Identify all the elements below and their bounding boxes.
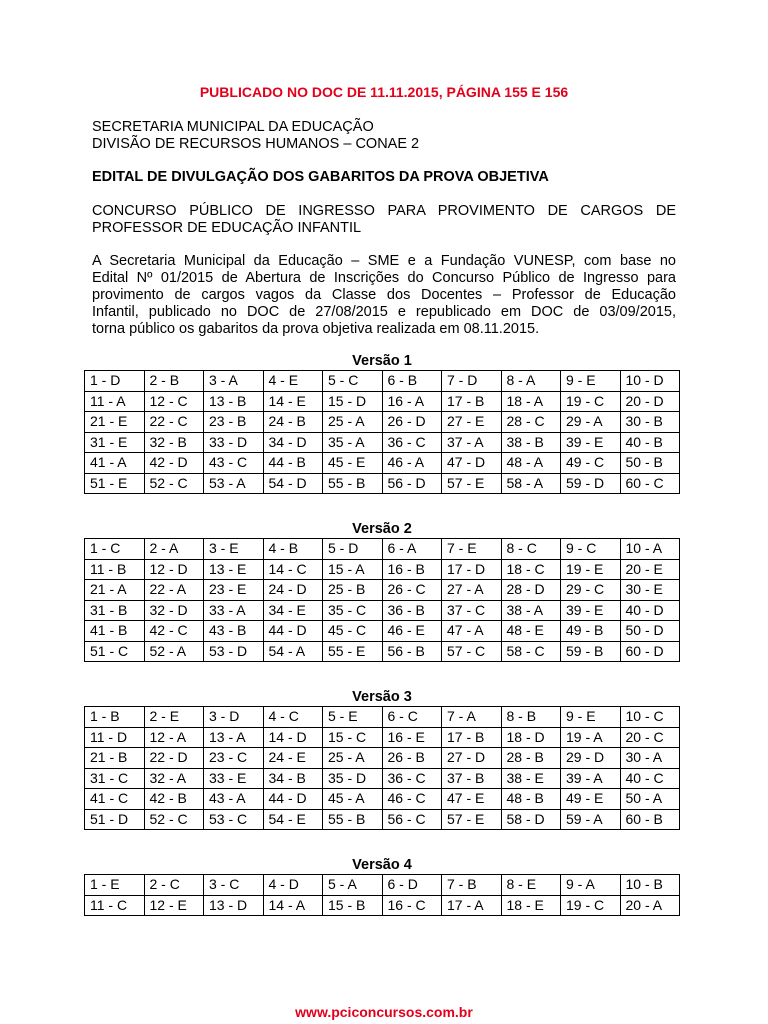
- answer-cell: 58 - D: [501, 809, 561, 830]
- organization-block: [92, 119, 419, 153]
- answer-cell: 21 - B: [85, 748, 145, 769]
- answer-cell: 55 - B: [323, 473, 383, 494]
- answer-cell: 27 - A: [442, 580, 502, 601]
- answer-cell: 4 - E: [263, 371, 323, 392]
- answer-cell: 14 - D: [263, 727, 323, 748]
- answer-cell: 2 - C: [144, 875, 204, 896]
- answer-cell: 14 - C: [263, 559, 323, 580]
- answer-cell: 51 - D: [85, 809, 145, 830]
- answer-cell: 46 - E: [382, 621, 442, 642]
- answer-cell: 47 - E: [442, 789, 502, 810]
- table-row: [85, 768, 680, 789]
- version-title: Versão 1: [352, 353, 412, 369]
- answer-cell: 6 - D: [382, 875, 442, 896]
- answer-cell: 34 - D: [263, 432, 323, 453]
- answer-table: [84, 706, 680, 830]
- answer-cell: 6 - A: [382, 539, 442, 560]
- answer-cell: 3 - A: [204, 371, 264, 392]
- answer-cell: 20 - A: [620, 895, 680, 916]
- answer-cell: 40 - C: [620, 768, 680, 789]
- answer-cell: 13 - A: [204, 727, 264, 748]
- answer-cell: 59 - B: [561, 641, 621, 662]
- table-row: [85, 432, 680, 453]
- answer-cell: 13 - B: [204, 391, 264, 412]
- answer-cell: 49 - E: [561, 789, 621, 810]
- answer-cell: 34 - E: [263, 600, 323, 621]
- answer-cell: 38 - E: [501, 768, 561, 789]
- answer-cell: 50 - D: [620, 621, 680, 642]
- version-title: Versão 3: [352, 689, 412, 705]
- answer-cell: 41 - B: [85, 621, 145, 642]
- answer-cell: 38 - B: [501, 432, 561, 453]
- answer-cell: 43 - B: [204, 621, 264, 642]
- answer-cell: 8 - E: [501, 875, 561, 896]
- answer-cell: 7 - E: [442, 539, 502, 560]
- answer-cell: 45 - A: [323, 789, 383, 810]
- answer-cell: 41 - A: [85, 453, 145, 474]
- answer-cell: 23 - C: [204, 748, 264, 769]
- answer-cell: 49 - B: [561, 621, 621, 642]
- answer-cell: 19 - C: [561, 895, 621, 916]
- answer-cell: 4 - C: [263, 707, 323, 728]
- answer-cell: 53 - C: [204, 809, 264, 830]
- answer-cell: 28 - D: [501, 580, 561, 601]
- answer-cell: 53 - A: [204, 473, 264, 494]
- table-row: [85, 809, 680, 830]
- answer-table: [84, 538, 680, 662]
- answer-cell: 24 - B: [263, 412, 323, 433]
- table-row: [85, 875, 680, 896]
- org-line-secretaria: SECRETARIA MUNICIPAL DA EDUCAÇÃO: [92, 119, 374, 135]
- answer-cell: 42 - B: [144, 789, 204, 810]
- answer-cell: 4 - B: [263, 539, 323, 560]
- answer-cell: 60 - B: [620, 809, 680, 830]
- answer-cell: 12 - D: [144, 559, 204, 580]
- table-row: [85, 621, 680, 642]
- answer-cell: 2 - B: [144, 371, 204, 392]
- answer-cell: 37 - B: [442, 768, 502, 789]
- table-row: [85, 727, 680, 748]
- answer-cell: 56 - D: [382, 473, 442, 494]
- answer-cell: 1 - C: [85, 539, 145, 560]
- table-row: [85, 453, 680, 474]
- concurso-title: [92, 203, 676, 237]
- answer-cell: 10 - C: [620, 707, 680, 728]
- table-row: [85, 412, 680, 433]
- answer-cell: 1 - D: [85, 371, 145, 392]
- answer-cell: 60 - D: [620, 641, 680, 662]
- answer-cell: 53 - D: [204, 641, 264, 662]
- answer-cell: 22 - D: [144, 748, 204, 769]
- table-row: [85, 748, 680, 769]
- answer-cell: 52 - C: [144, 809, 204, 830]
- answer-cell: 26 - C: [382, 580, 442, 601]
- answer-cell: 7 - A: [442, 707, 502, 728]
- answer-cell: 12 - C: [144, 391, 204, 412]
- answer-cell: 44 - D: [263, 621, 323, 642]
- answer-cell: 18 - A: [501, 391, 561, 412]
- answer-cell: 2 - A: [144, 539, 204, 560]
- table-row: [85, 600, 680, 621]
- answer-cell: 48 - E: [501, 621, 561, 642]
- answer-cell: 9 - E: [561, 371, 621, 392]
- answer-cell: 57 - E: [442, 809, 502, 830]
- answer-cell: 21 - E: [85, 412, 145, 433]
- answer-cell: 7 - D: [442, 371, 502, 392]
- answer-cell: 48 - A: [501, 453, 561, 474]
- answer-cell: 22 - C: [144, 412, 204, 433]
- answer-cell: 19 - C: [561, 391, 621, 412]
- answer-cell: 28 - C: [501, 412, 561, 433]
- table-row: [85, 789, 680, 810]
- answer-cell: 15 - D: [323, 391, 383, 412]
- answer-cell: 54 - A: [263, 641, 323, 662]
- answer-cell: 20 - C: [620, 727, 680, 748]
- answer-cell: 37 - C: [442, 600, 502, 621]
- answer-cell: 3 - E: [204, 539, 264, 560]
- answer-cell: 33 - D: [204, 432, 264, 453]
- table-row: [85, 391, 680, 412]
- answer-cell: 26 - D: [382, 412, 442, 433]
- answer-cell: 59 - A: [561, 809, 621, 830]
- answer-cell: 35 - D: [323, 768, 383, 789]
- answer-cell: 9 - C: [561, 539, 621, 560]
- answer-cell: 48 - B: [501, 789, 561, 810]
- answer-cell: 36 - C: [382, 768, 442, 789]
- answer-cell: 24 - D: [263, 580, 323, 601]
- answer-cell: 3 - C: [204, 875, 264, 896]
- answer-cell: 50 - B: [620, 453, 680, 474]
- table-row: [85, 371, 680, 392]
- answer-cell: 17 - D: [442, 559, 502, 580]
- table-row: [85, 895, 680, 916]
- answer-cell: 39 - A: [561, 768, 621, 789]
- answer-cell: 52 - A: [144, 641, 204, 662]
- answer-cell: 45 - C: [323, 621, 383, 642]
- answer-cell: 3 - D: [204, 707, 264, 728]
- answer-cell: 24 - E: [263, 748, 323, 769]
- answer-cell: 44 - D: [263, 789, 323, 810]
- answer-cell: 8 - B: [501, 707, 561, 728]
- answer-cell: 45 - E: [323, 453, 383, 474]
- footer-website[interactable]: www.pciconcursos.com.br: [295, 1004, 473, 1020]
- answer-cell: 54 - D: [263, 473, 323, 494]
- answer-cell: 1 - E: [85, 875, 145, 896]
- answer-cell: 10 - A: [620, 539, 680, 560]
- answer-cell: 27 - E: [442, 412, 502, 433]
- version-title: Versão 2: [352, 521, 412, 537]
- answer-cell: 39 - E: [561, 600, 621, 621]
- answer-cell: 35 - C: [323, 600, 383, 621]
- answer-cell: 19 - E: [561, 559, 621, 580]
- answer-cell: 18 - C: [501, 559, 561, 580]
- answer-cell: 30 - B: [620, 412, 680, 433]
- answer-cell: 56 - B: [382, 641, 442, 662]
- answer-cell: 11 - C: [85, 895, 145, 916]
- answer-cell: 11 - D: [85, 727, 145, 748]
- answer-cell: 8 - C: [501, 539, 561, 560]
- answer-cell: 17 - A: [442, 895, 502, 916]
- intro-line: A Secretaria Municipal da Educação – SME e a Fundação VUNESP, com base no: [92, 253, 676, 269]
- answer-cell: 36 - C: [382, 432, 442, 453]
- answer-cell: 2 - E: [144, 707, 204, 728]
- edital-title: EDITAL DE DIVULGAÇÃO DOS GABARITOS DA PROVA OBJETIVA: [92, 169, 549, 185]
- answer-cell: 37 - A: [442, 432, 502, 453]
- answer-cell: 59 - D: [561, 473, 621, 494]
- answer-cell: 31 - E: [85, 432, 145, 453]
- answer-cell: 60 - C: [620, 473, 680, 494]
- answer-cell: 33 - A: [204, 600, 264, 621]
- answer-cell: 31 - C: [85, 768, 145, 789]
- table-row: [85, 580, 680, 601]
- answer-cell: 16 - A: [382, 391, 442, 412]
- answer-cell: 25 - A: [323, 748, 383, 769]
- answer-cell: 12 - A: [144, 727, 204, 748]
- intro-paragraph: [92, 253, 676, 338]
- answer-cell: 23 - B: [204, 412, 264, 433]
- answer-cell: 42 - D: [144, 453, 204, 474]
- answer-cell: 39 - E: [561, 432, 621, 453]
- answer-cell: 18 - D: [501, 727, 561, 748]
- answer-cell: 29 - C: [561, 580, 621, 601]
- table-row: [85, 707, 680, 728]
- answer-cell: 14 - E: [263, 391, 323, 412]
- answer-cell: 58 - C: [501, 641, 561, 662]
- answer-cell: 32 - B: [144, 432, 204, 453]
- answer-cell: 44 - B: [263, 453, 323, 474]
- answer-cell: 19 - A: [561, 727, 621, 748]
- concurso-line-2: PROFESSOR DE EDUCAÇÃO INFANTIL: [92, 220, 362, 236]
- answer-cell: 16 - B: [382, 559, 442, 580]
- answer-cell: 5 - A: [323, 875, 383, 896]
- answer-cell: 57 - E: [442, 473, 502, 494]
- answer-cell: 46 - A: [382, 453, 442, 474]
- version-1-block: [84, 353, 680, 494]
- version-title: Versão 4: [352, 857, 412, 873]
- answer-cell: 10 - B: [620, 875, 680, 896]
- table-row: [85, 641, 680, 662]
- answer-cell: 34 - B: [263, 768, 323, 789]
- answer-cell: 43 - A: [204, 789, 264, 810]
- intro-line: Edital Nº 01/2015 de Abertura de Inscrições do Concurso Público de Ingresso para: [92, 270, 676, 286]
- answer-cell: 1 - B: [85, 707, 145, 728]
- answer-cell: 55 - B: [323, 809, 383, 830]
- answer-table: [84, 370, 680, 494]
- answer-cell: 30 - E: [620, 580, 680, 601]
- org-line-divisao: DIVISÃO DE RECURSOS HUMANOS – CONAE 2: [92, 136, 420, 152]
- answer-cell: 38 - A: [501, 600, 561, 621]
- intro-line: provimento de cargos vagos da Classe dos Docentes – Professor de Educação: [92, 287, 676, 303]
- answer-cell: 7 - B: [442, 875, 502, 896]
- answer-cell: 36 - B: [382, 600, 442, 621]
- intro-line: Infantil, publicado no DOC de 27/08/2015 e republicado em DOC de 03/09/2015,: [92, 304, 676, 320]
- answer-cell: 6 - C: [382, 707, 442, 728]
- answer-cell: 15 - A: [323, 559, 383, 580]
- answer-cell: 23 - E: [204, 580, 264, 601]
- answer-cell: 51 - C: [85, 641, 145, 662]
- table-row: [85, 559, 680, 580]
- answer-cell: 16 - C: [382, 895, 442, 916]
- answer-cell: 42 - C: [144, 621, 204, 642]
- answer-cell: 11 - B: [85, 559, 145, 580]
- version-2-block: [84, 521, 680, 662]
- answer-cell: 5 - E: [323, 707, 383, 728]
- publication-note: PUBLICADO NO DOC DE 11.11.2015, PÁGINA 155 E 156: [199, 84, 569, 100]
- answer-cell: 29 - A: [561, 412, 621, 433]
- answer-cell: 10 - D: [620, 371, 680, 392]
- table-row: [85, 473, 680, 494]
- answer-cell: 13 - D: [204, 895, 264, 916]
- answer-cell: 15 - C: [323, 727, 383, 748]
- answer-cell: 35 - A: [323, 432, 383, 453]
- answer-cell: 25 - B: [323, 580, 383, 601]
- answer-cell: 22 - A: [144, 580, 204, 601]
- answer-cell: 52 - C: [144, 473, 204, 494]
- answer-cell: 49 - C: [561, 453, 621, 474]
- answer-cell: 6 - B: [382, 371, 442, 392]
- answer-cell: 9 - E: [561, 707, 621, 728]
- answer-cell: 32 - D: [144, 600, 204, 621]
- answer-cell: 11 - A: [85, 391, 145, 412]
- answer-cell: 20 - E: [620, 559, 680, 580]
- table-row: [85, 539, 680, 560]
- version-4-block: [84, 857, 680, 916]
- concurso-line-1: CONCURSO PÚBLICO DE INGRESSO PARA PROVIMENTO DE CARGOS DE: [92, 203, 676, 219]
- answer-cell: 26 - B: [382, 748, 442, 769]
- answer-cell: 18 - E: [501, 895, 561, 916]
- answer-cell: 40 - B: [620, 432, 680, 453]
- answer-cell: 32 - A: [144, 768, 204, 789]
- answer-cell: 33 - E: [204, 768, 264, 789]
- answer-table: [84, 874, 680, 916]
- answer-cell: 58 - A: [501, 473, 561, 494]
- answer-cell: 15 - B: [323, 895, 383, 916]
- answer-cell: 9 - A: [561, 875, 621, 896]
- answer-cell: 40 - D: [620, 600, 680, 621]
- answer-cell: 28 - B: [501, 748, 561, 769]
- answer-cell: 51 - E: [85, 473, 145, 494]
- answer-cell: 47 - A: [442, 621, 502, 642]
- answer-cell: 41 - C: [85, 789, 145, 810]
- version-3-block: [84, 689, 680, 830]
- answer-cell: 8 - A: [501, 371, 561, 392]
- answer-cell: 5 - D: [323, 539, 383, 560]
- answer-cell: 25 - A: [323, 412, 383, 433]
- answer-cell: 14 - A: [263, 895, 323, 916]
- answer-cell: 21 - A: [85, 580, 145, 601]
- answer-cell: 13 - E: [204, 559, 264, 580]
- answer-cell: 4 - D: [263, 875, 323, 896]
- intro-line: torna público os gabaritos da prova objetiva realizada em 08.11.2015.: [92, 321, 540, 337]
- answer-cell: 5 - C: [323, 371, 383, 392]
- answer-cell: 29 - D: [561, 748, 621, 769]
- answer-cell: 56 - C: [382, 809, 442, 830]
- answer-cell: 17 - B: [442, 727, 502, 748]
- answer-cell: 47 - D: [442, 453, 502, 474]
- answer-cell: 46 - C: [382, 789, 442, 810]
- answer-cell: 27 - D: [442, 748, 502, 769]
- answer-cell: 30 - A: [620, 748, 680, 769]
- answer-cell: 57 - C: [442, 641, 502, 662]
- answer-cell: 17 - B: [442, 391, 502, 412]
- answer-cell: 12 - E: [144, 895, 204, 916]
- answer-cell: 55 - E: [323, 641, 383, 662]
- answer-cell: 50 - A: [620, 789, 680, 810]
- answer-cell: 54 - E: [263, 809, 323, 830]
- answer-cell: 43 - C: [204, 453, 264, 474]
- answer-cell: 31 - B: [85, 600, 145, 621]
- answer-cell: 16 - E: [382, 727, 442, 748]
- answer-cell: 20 - D: [620, 391, 680, 412]
